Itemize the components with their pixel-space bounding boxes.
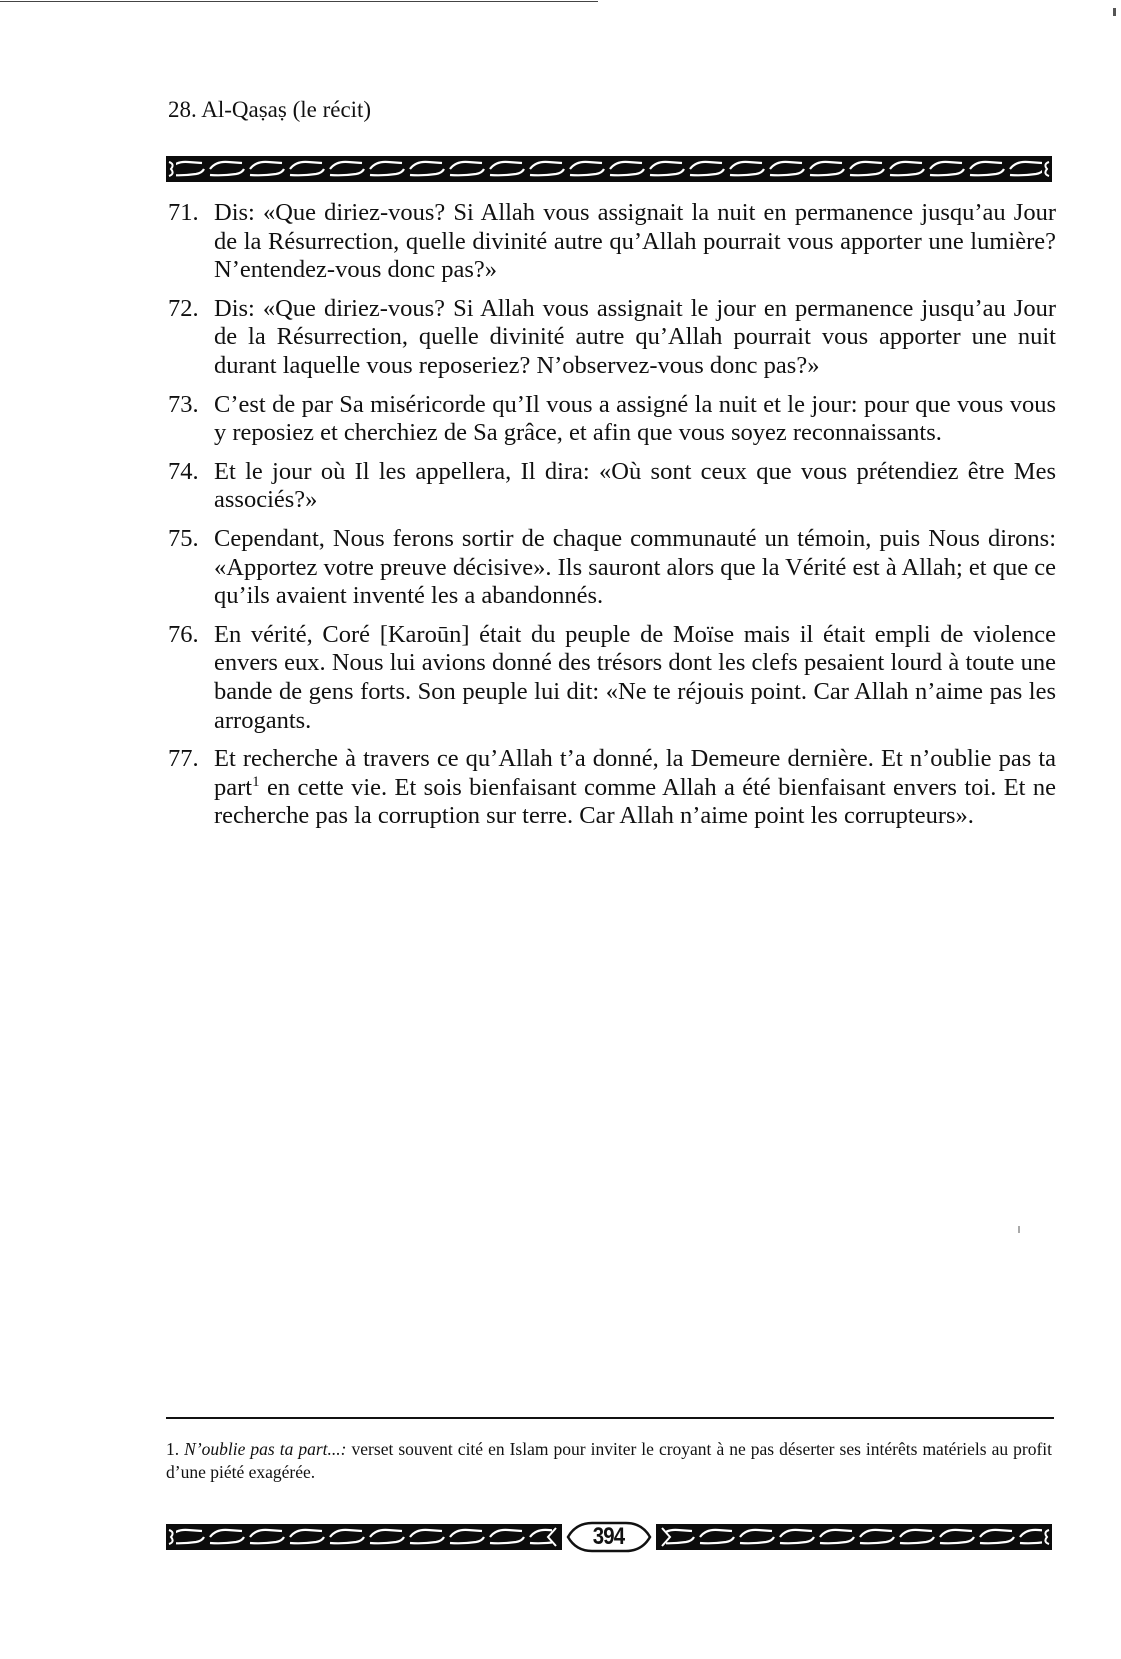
verse-75 xyxy=(168,525,1056,611)
verse-text xyxy=(214,745,1056,831)
scan-speck xyxy=(1113,8,1116,16)
footnote-lead: N’oublie pas ta part...: xyxy=(184,1439,347,1459)
verse-72 xyxy=(168,295,1056,381)
verse-77 xyxy=(168,745,1056,831)
verse-list xyxy=(168,199,1056,841)
verse-text: Dis: «Que diriez-vous? Si Allah vous assignait la nuit en permanence jusqu’au Jour de la Résurrection, quelle divinité autre qu’Allah pourrait vous apporter une lumière? N’entendez-vous donc pas?» xyxy=(214,199,1056,284)
scan-speck xyxy=(1018,1226,1020,1233)
footnote xyxy=(166,1438,1052,1484)
footer-ornament xyxy=(166,1521,1052,1553)
verse-number: 76. xyxy=(168,620,199,648)
verse-number: 74. xyxy=(168,457,199,485)
chain-ornament-icon xyxy=(656,1524,1052,1550)
footnote-text: verset souvent cité en Islam pour inviter le croyant à ne pas déserter ses intérêts matériels au profit d’une piété exagérée. xyxy=(166,1439,1053,1482)
footnote-reference[interactable]: 1 xyxy=(252,773,260,790)
verse-number: 77. xyxy=(168,745,199,773)
page-cartouche-icon xyxy=(562,1521,656,1553)
footnote-divider xyxy=(166,1417,1054,1419)
verse-73 xyxy=(168,391,1056,448)
verse-number: 71. xyxy=(168,199,199,226)
running-head: 28. Al-Qaṣaṣ (le récit) xyxy=(168,97,372,122)
top-edge-rule xyxy=(0,1,598,2)
verse-number: 75. xyxy=(168,524,199,552)
page-number: 394 xyxy=(593,1523,625,1550)
verse-number: 73. xyxy=(168,390,199,418)
verse-number: 72. xyxy=(168,294,199,322)
verse-text: En vérité, Coré [Karoūn] était du peuple de Moïse mais il était empli de violence envers eux. Nous lui avions donné des trésors dont les clefs pesaient lourd à toute une bande de gens forts. Son peuple lui dit: «Ne te réjouis point. Car Allah n’aime pas les arrogants. xyxy=(214,620,1056,734)
verse-74 xyxy=(168,458,1056,515)
verse-text: C’est de par Sa miséricorde qu’Il vous a assigné la nuit et le jour: pour que vous vous y reposiez et cherchiez de Sa grâce, et afin que vous soyez reconnaissants. xyxy=(214,390,1056,447)
verse-text: Dis: «Que diriez-vous? Si Allah vous assignait le jour en permanence jusqu’au Jour de la Résurrection, quelle divinité autre qu’Allah pourrait vous apporter une nuit durant laquelle vous reposeriez? N’observez-vous donc pas?» xyxy=(214,294,1056,379)
verse-text: Cependant, Nous ferons sortir de chaque communauté un témoin, puis Nous dirons: «Apportez votre preuve décisive». Ils sauront alors que la Vérité est à Allah; et que ce qu’ils avaient inventé les a abandonnés. xyxy=(214,524,1056,610)
verse-text-after-ref: en cette vie. Et sois bienfaisant comme Allah a été bienfaisant envers toi. Et ne recherche pas la corruption sur terre. Car Allah n’aime point les corrupteurs». xyxy=(214,773,1056,830)
verse-71 xyxy=(168,199,1056,285)
chain-ornament-icon xyxy=(166,1524,562,1550)
verse-text-before-ref: Et recherche à travers ce qu’Allah t’a donné, la Demeure dernière. Et n’oublie pas ta part xyxy=(214,745,1056,801)
verse-76 xyxy=(168,621,1056,735)
footnote-number: 1. xyxy=(166,1439,180,1459)
verse-text: Et le jour où Il les appellera, Il dira: «Où sont ceux que vous prétendiez être Mes associés?» xyxy=(214,457,1056,514)
chain-ornament-icon xyxy=(166,156,1052,182)
